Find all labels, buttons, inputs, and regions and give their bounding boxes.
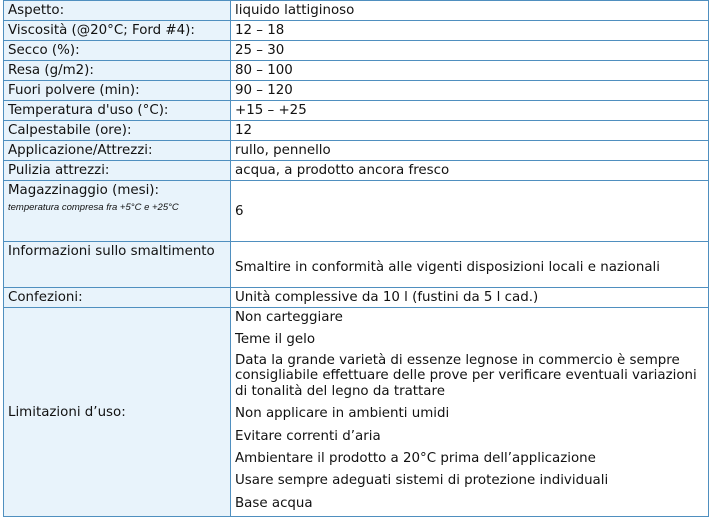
spec-row-magazzinaggio xyxy=(4,181,709,242)
list-item: Non applicare in ambienti umidi xyxy=(235,406,450,422)
list-item: Non carteggiare xyxy=(235,310,343,325)
spec-label: Temperatura d'uso (°C): xyxy=(4,101,231,121)
list-item: Evitare correnti d’aria xyxy=(235,428,381,444)
spec-label: Fuori polvere (min): xyxy=(4,81,231,101)
spec-label: Resa (g/m2): xyxy=(4,61,231,81)
list-item: Data la grande varietà di essenze legnose in commercio è sempre consigliabile effettuare delle prove per verificare eventuali variazioni di tonalità del legno da trattare xyxy=(235,352,697,399)
list-item: Ambientare il prodotto a 20°C prima dell’applicazione xyxy=(235,451,596,467)
spec-label: Secco (%): xyxy=(4,41,231,61)
spec-row-limitazioni xyxy=(4,308,709,517)
spec-value: 6 xyxy=(231,181,709,242)
spec-value: acqua, a prodotto ancora fresco xyxy=(231,161,709,181)
spec-row-confezioni xyxy=(4,288,709,308)
spec-label: Applicazione/Attrezzi: xyxy=(4,141,231,161)
spec-label: Viscosità (@20°C; Ford #4): xyxy=(4,21,231,41)
spec-value: rullo, pennello xyxy=(231,141,709,161)
spec-label: Magazzinaggio (mesi): xyxy=(8,183,160,198)
spec-value: +15 – +25 xyxy=(231,101,709,121)
spec-label: Pulizia attrezzi: xyxy=(4,161,231,181)
spec-label: Aspetto: xyxy=(4,1,231,21)
spec-row-pulizia xyxy=(4,161,709,181)
spec-value: 90 – 120 xyxy=(231,81,709,101)
spec-value: Smaltire in conformità alle vigenti disposizioni locali e nazionali xyxy=(231,242,709,288)
spec-value: 12 xyxy=(231,121,709,141)
product-spec-table xyxy=(3,0,709,517)
spec-row-applicazione xyxy=(4,141,709,161)
limitazioni-list xyxy=(231,308,709,517)
spec-label: Calpestabile (ore): xyxy=(4,121,231,141)
spec-value: 12 – 18 xyxy=(231,21,709,41)
spec-value: Unità complessive da 10 l (fustini da 5 l cad.) xyxy=(231,288,709,308)
spec-row-calpestabile xyxy=(4,121,709,141)
list-item: Base acqua xyxy=(235,495,313,511)
spec-row-resa xyxy=(4,61,709,81)
spec-value: liquido lattiginoso xyxy=(231,1,709,21)
spec-sublabel: temperatura compresa fra +5°C e +25°C xyxy=(8,202,179,213)
spec-label: Limitazioni d’uso: xyxy=(4,308,231,517)
spec-value: 25 – 30 xyxy=(231,41,709,61)
spec-label: Informazioni sullo smaltimento xyxy=(4,242,231,288)
spec-row-smaltimento xyxy=(4,242,709,288)
spec-label-cell xyxy=(4,181,231,242)
list-item: Teme il gelo xyxy=(235,332,316,348)
spec-row-viscosita xyxy=(4,21,709,41)
list-item: Usare sempre adeguati sistemi di protezione individuali xyxy=(235,473,609,489)
spec-row-aspetto xyxy=(4,1,709,21)
spec-row-secco xyxy=(4,41,709,61)
spec-label: Confezioni: xyxy=(4,288,231,308)
spec-row-temperatura xyxy=(4,101,709,121)
spec-row-fuori-polvere xyxy=(4,81,709,101)
spec-value: 80 – 100 xyxy=(231,61,709,81)
